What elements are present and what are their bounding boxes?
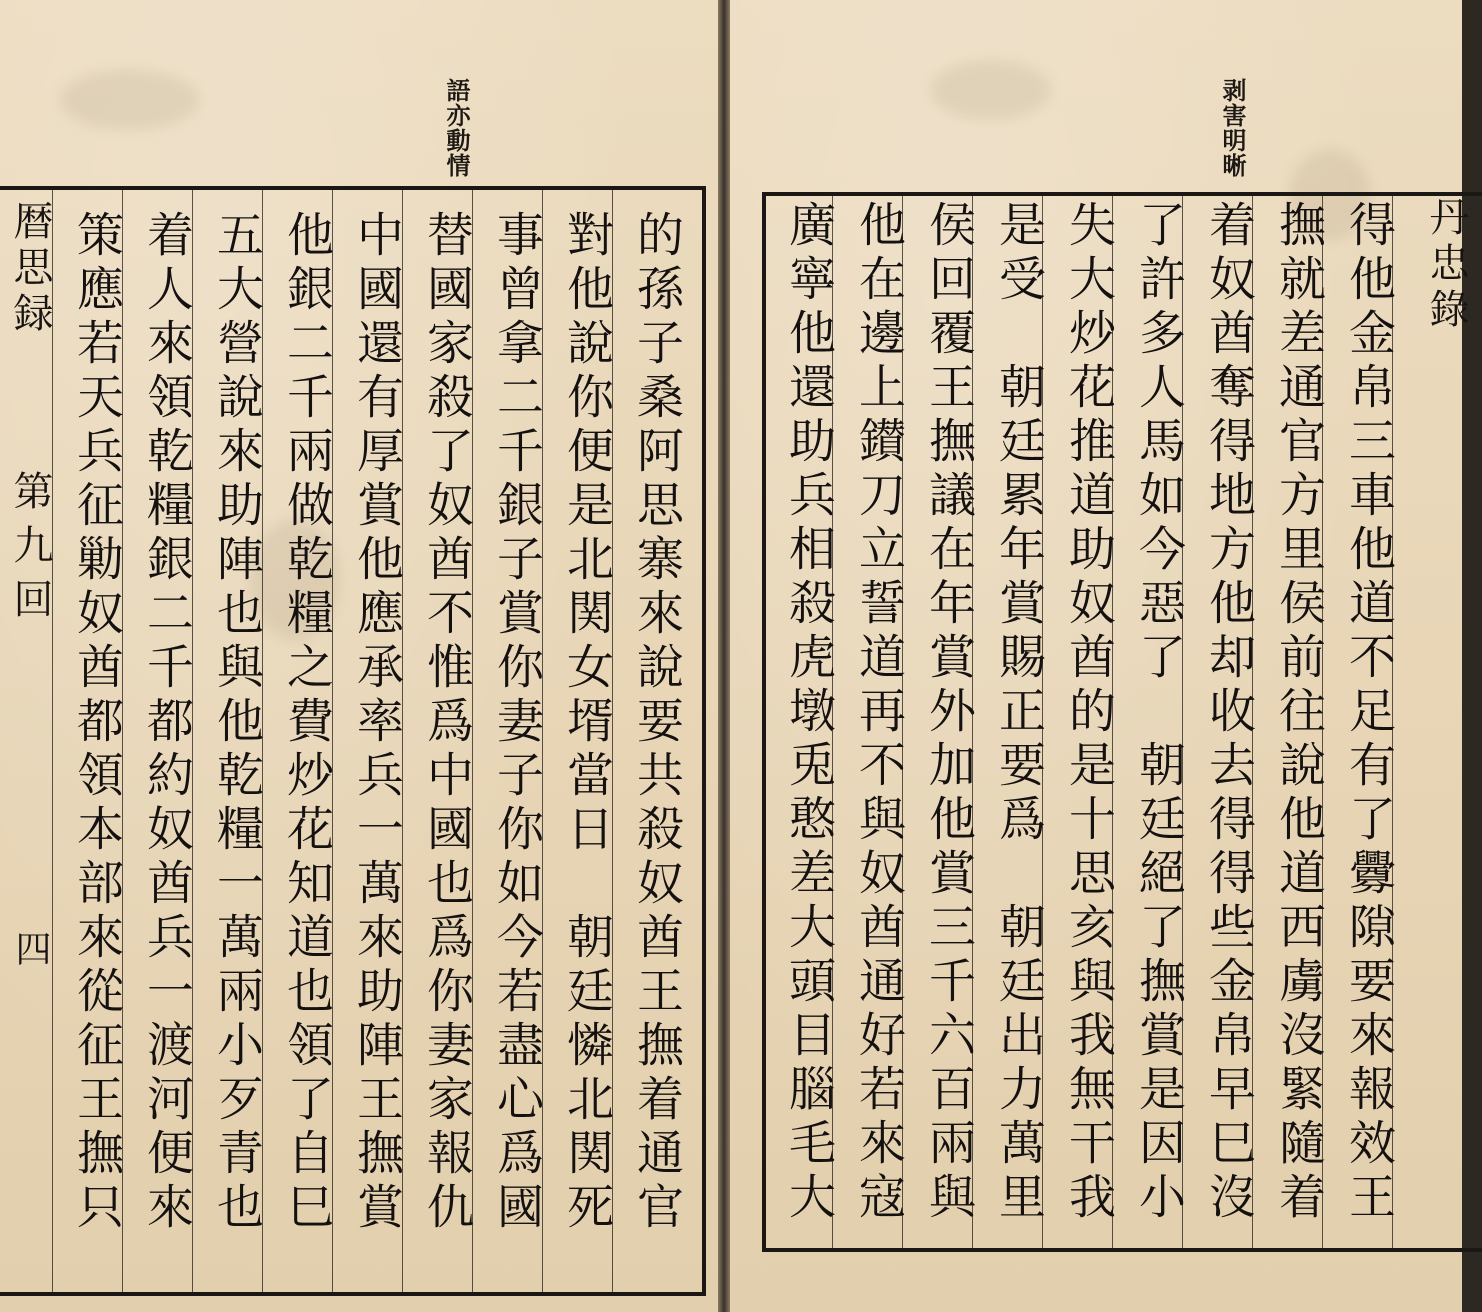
left-text-column-2: 對他說你便是北関女壻當日 朝廷憐北関死 bbox=[559, 210, 614, 1236]
left-text-column-4: 替國家殺了奴酋不惟爲中國也爲你妻家報仇 bbox=[419, 210, 474, 1236]
folio-number: 四 bbox=[10, 930, 51, 966]
right-text-column-7: 侯回覆王撫議在年賞外加他賞三千六百兩與 bbox=[921, 200, 976, 1226]
right-text-column-5: 失大炒花推道助奴酋的是十思亥與我無干我 bbox=[1061, 200, 1116, 1226]
right-text-column-1: 得他金帛三車他道不足有了釁隙要來報效王 bbox=[1341, 200, 1396, 1226]
right-text-column-9: 廣寧他還助兵相殺虎墩兎憨差大頭目腦毛大 bbox=[781, 200, 836, 1226]
left-text-column-6: 他銀二千兩做乾糧之費炒花知道也領了自巳 bbox=[279, 210, 334, 1236]
left-page bbox=[0, 0, 718, 1312]
right-text-column-2: 撫就差通官方里侯前往說他道西虜沒緊隨着 bbox=[1271, 200, 1326, 1226]
book-gutter bbox=[718, 0, 730, 1312]
right-text-column-6: 是受 朝廷累年賞賜正要爲 朝廷出力萬里 bbox=[991, 200, 1046, 1226]
right-margin-title: 丹忠錄 bbox=[1423, 196, 1469, 334]
right-text-column-4: 了許多人馬如今惡了 朝廷絕了撫賞是因小 bbox=[1131, 200, 1186, 1226]
left-text-column-9: 策應若天兵征勦奴酋都領本部來從征王撫只 bbox=[69, 210, 124, 1236]
right-text-column-8: 他在邊上鑚刀立誓道再不與奴酋通好若來寇 bbox=[851, 200, 906, 1226]
left-header-note: 語亦動情 bbox=[442, 78, 471, 178]
right-page bbox=[730, 0, 1469, 1312]
left-text-column-5: 中國還有厚賞他應承率兵一萬來助陣王撫賞 bbox=[349, 210, 404, 1236]
left-text-column-3: 事曾拿二千銀子賞你妻子你如今若盡心爲國 bbox=[489, 210, 544, 1236]
right-header-note: 剥害明晰 bbox=[1218, 78, 1247, 178]
right-text-column-3: 着奴酋奪得地方他却收去得得些金帛早巳沒 bbox=[1201, 200, 1256, 1226]
left-text-column-8: 着人來領乾糧銀二千都約奴酋兵一渡河便來 bbox=[139, 210, 194, 1236]
left-margin-title: 暦思録 bbox=[7, 200, 53, 338]
left-text-column-1: 的孫子桑阿思寨來說要共殺奴酋王撫着通官 bbox=[629, 210, 684, 1236]
chapter-label: 第九回 bbox=[7, 470, 53, 632]
left-text-column-7: 五大營說來助陣也與他乾糧一萬兩小歹青也 bbox=[209, 210, 264, 1236]
